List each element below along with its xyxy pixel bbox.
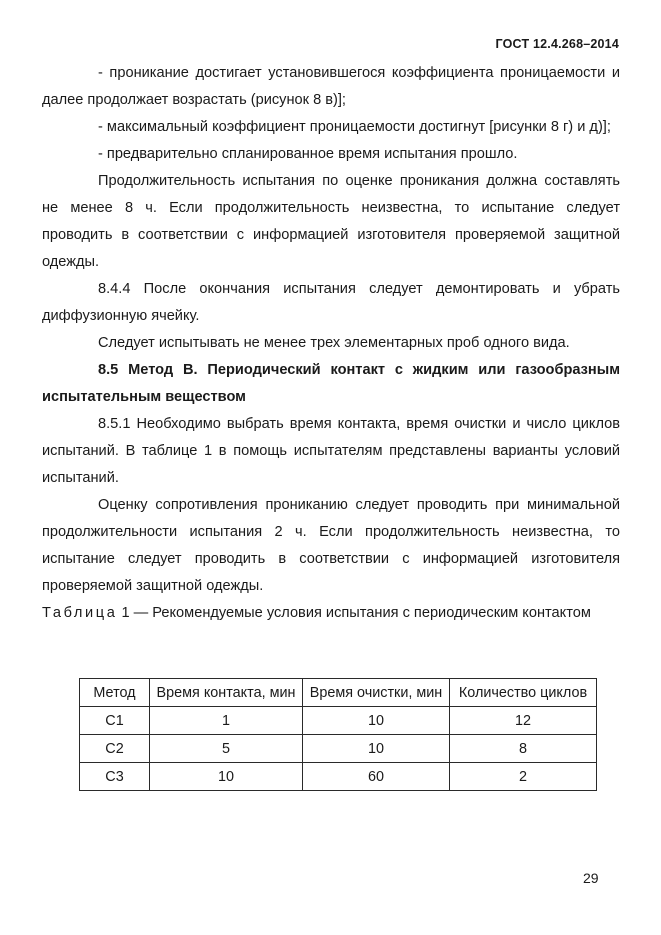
table-header-cell: Метод — [80, 679, 150, 707]
table-header-cell: Время очистки, мин — [303, 679, 450, 707]
table-cell: 10 — [150, 763, 303, 791]
paragraph: Оценку сопротивления прониканию следует проводить при минимальной продолжительности испытания 2 ч. Если продолжительность неизвестна, то испытание следует проводить в соответствии с информацией изготовителя проверяемой защитной одежды. — [42, 497, 620, 594]
table-header-cell: Время контакта, мин — [150, 679, 303, 707]
document-header: ГОСТ 12.4.268–2014 — [495, 37, 619, 51]
paragraph: - предварительно спланированное время испытания прошло. — [98, 146, 518, 162]
page-body — [42, 60, 620, 627]
paragraph: 8.4.4 После окончания испытания следует демонтировать и убрать диффузионную ячейку. — [42, 281, 620, 324]
table-row — [80, 735, 597, 763]
table-cell: 10 — [303, 707, 450, 735]
table-cell: 2 — [450, 763, 597, 791]
table-row — [80, 763, 597, 791]
page-number: 29 — [583, 870, 599, 886]
paragraph: 8.5.1 Необходимо выбрать время контакта, время очистки и число циклов испытаний. В таблице 1 в помощь испытателям представлены варианты условий испытаний. — [42, 416, 620, 486]
table-caption-text: 1 — Рекомендуемые условия испытания с периодическим контактом — [117, 605, 591, 621]
table-cell: C3 — [80, 763, 150, 791]
paragraph: - максимальный коэффициент проницаемости достигнут [рисунки 8 г) и д)]; — [98, 119, 611, 135]
conditions-table — [79, 678, 597, 791]
table-cell: C1 — [80, 707, 150, 735]
table-cell: 5 — [150, 735, 303, 763]
table-caption — [42, 600, 620, 627]
table-cell: 10 — [303, 735, 450, 763]
section-heading: 8.5 Метод В. Периодический контакт с жидким или газообразным испытательным веществом — [42, 362, 620, 405]
table-caption-label: Таблица — [42, 605, 118, 621]
table-cell: 8 — [450, 735, 597, 763]
table-cell: 60 — [303, 763, 450, 791]
table-header-row — [80, 679, 597, 707]
table-cell: 1 — [150, 707, 303, 735]
table-row — [80, 707, 597, 735]
table-cell: 12 — [450, 707, 597, 735]
table-cell: C2 — [80, 735, 150, 763]
paragraph: Следует испытывать не менее трех элементарных проб одного вида. — [98, 335, 570, 351]
table-header-cell: Количество циклов — [450, 679, 597, 707]
paragraph: Продолжительность испытания по оценке проникания должна составлять не менее 8 ч. Если продолжительность неизвестна, то испытание следует проводить в соответствии с информацией изготовителя проверяемой защитной одежды. — [42, 173, 620, 270]
paragraph: - проникание достигает установившегося коэффициента проницаемости и далее продолжает возрастать (рисунок 8 в)]; — [42, 65, 620, 108]
